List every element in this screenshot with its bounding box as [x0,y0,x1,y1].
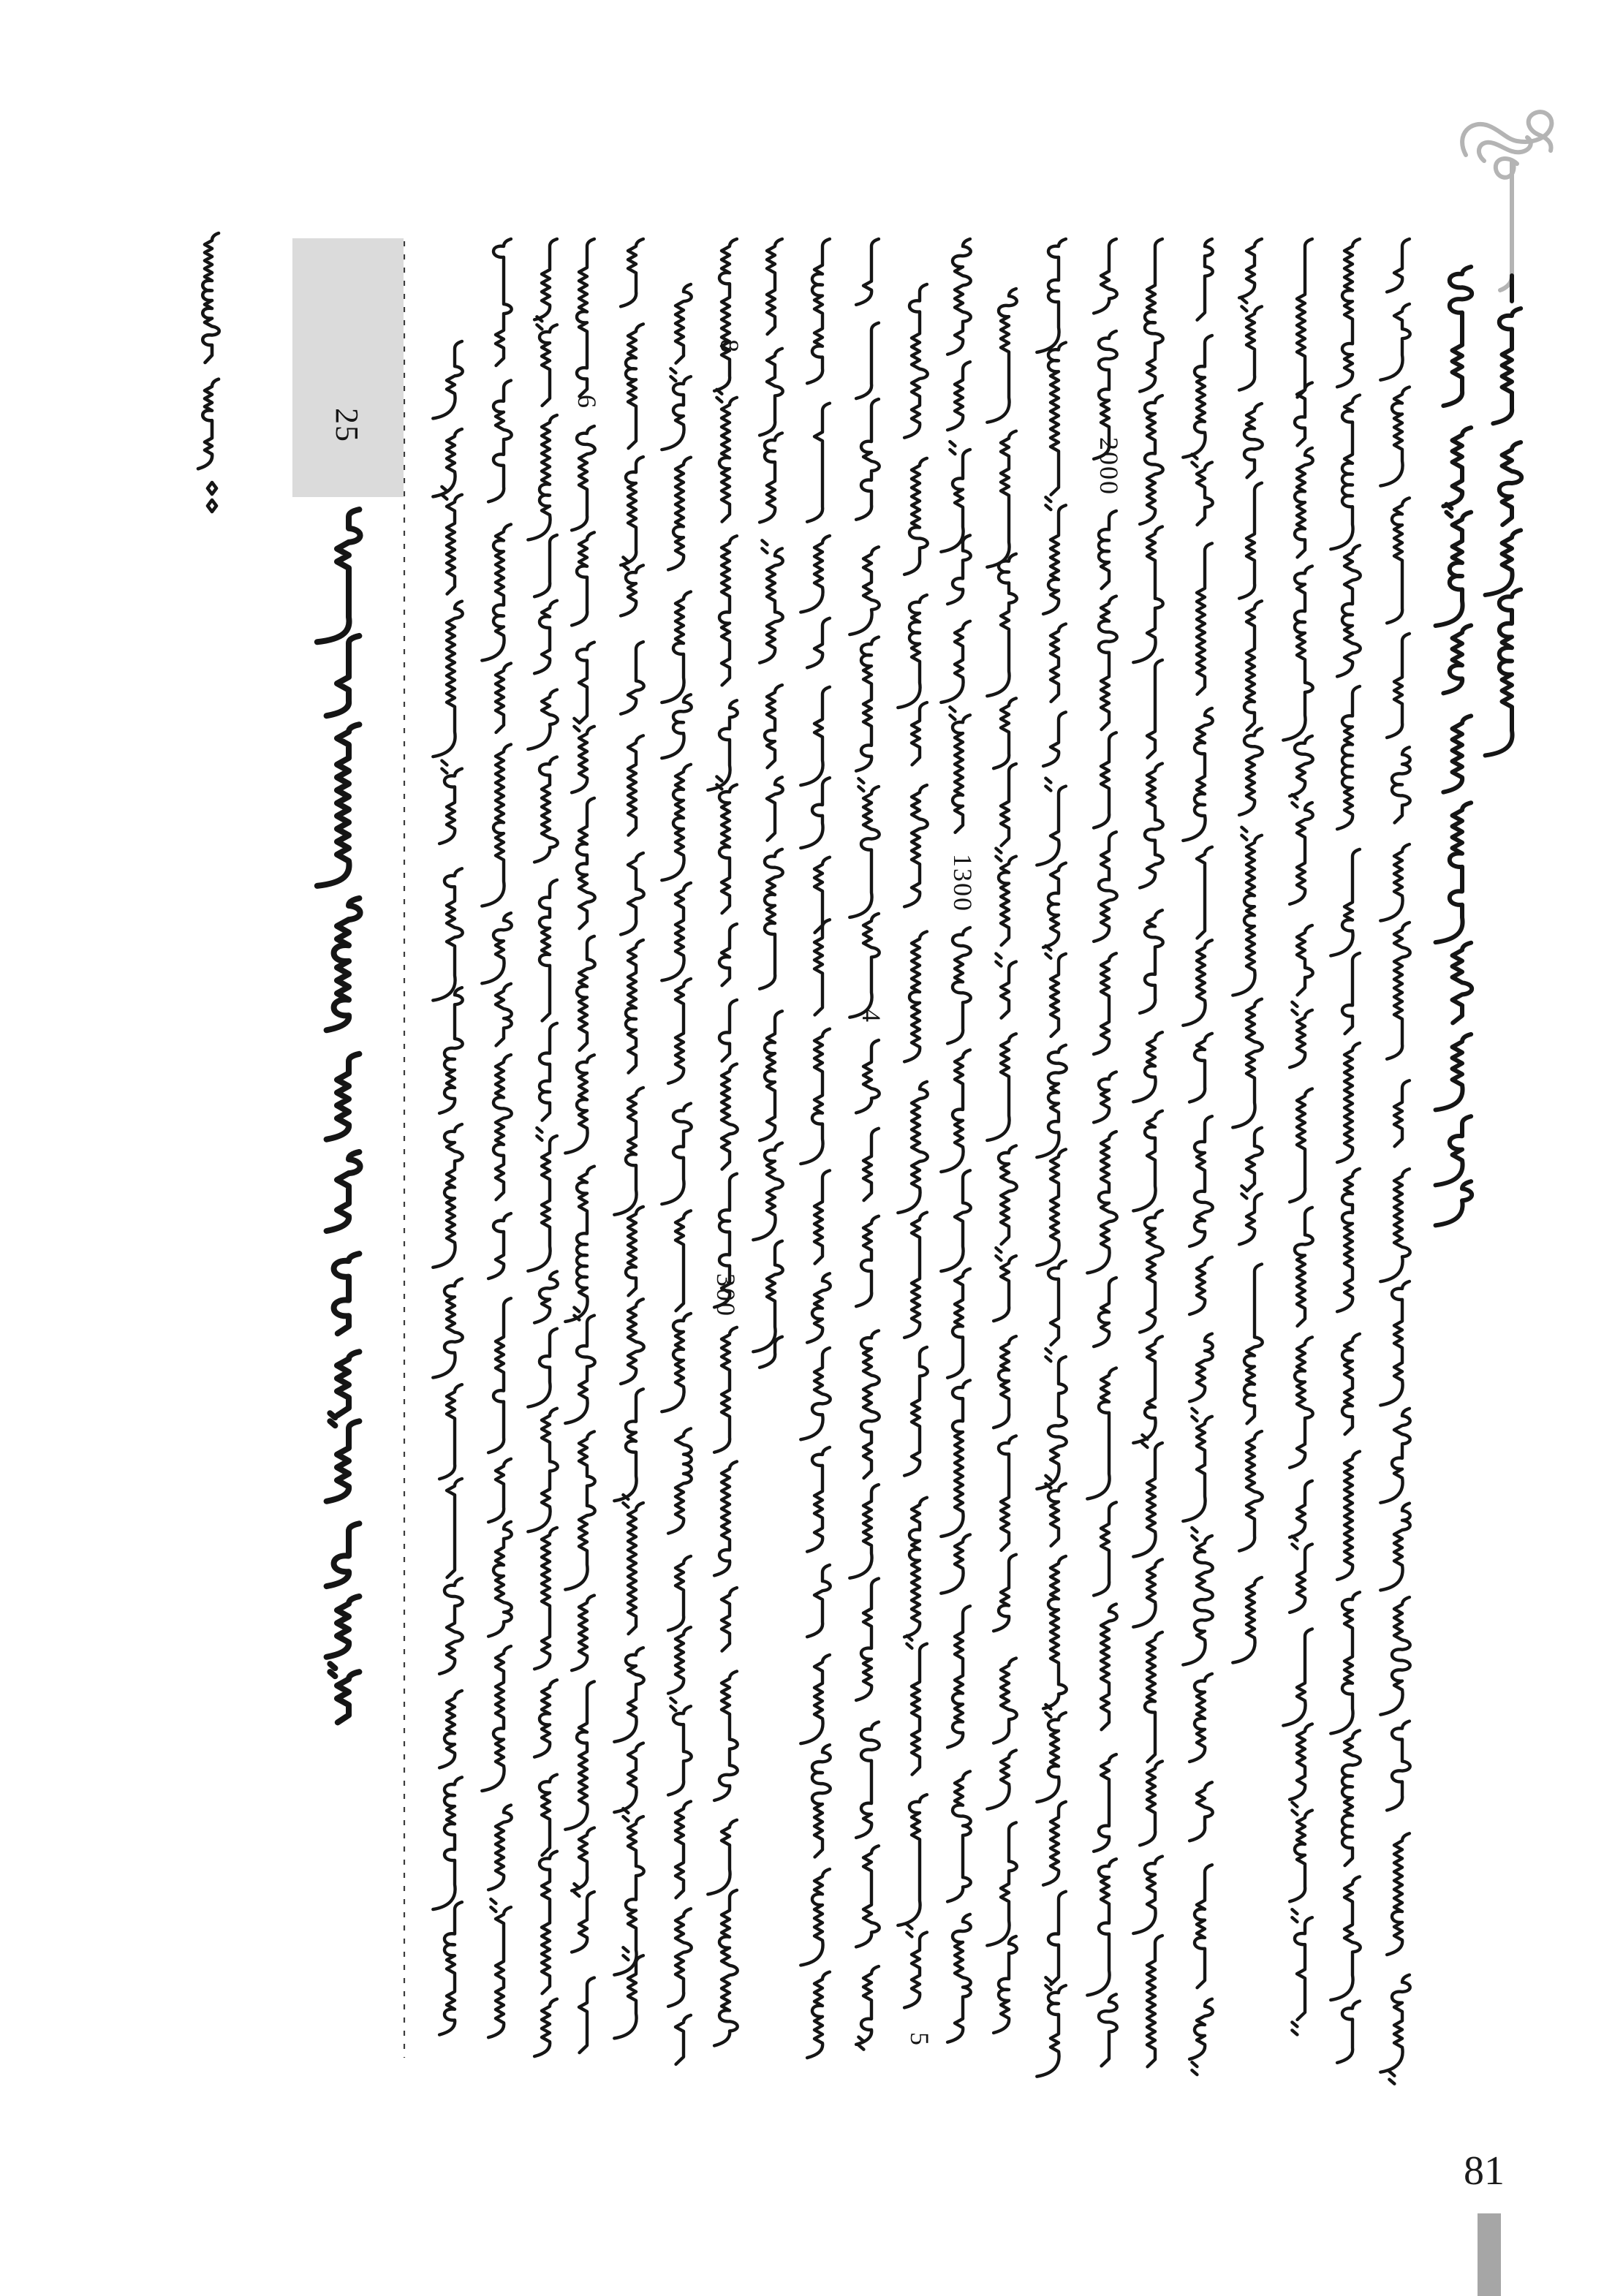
inline-number: 8 [715,339,744,354]
margin-note-column [198,233,219,512]
body-text-column [1087,239,1116,2066]
heading-text-column [1436,267,1472,1225]
lesson-number-box [292,238,404,497]
page-number: 81 [1464,2148,1505,2194]
heading-text-column [1486,276,1522,755]
lesson-title-column [317,509,360,1722]
inline-number: 6 [572,395,602,409]
body-text-column [898,284,927,2008]
body-text-column [850,239,879,2050]
inline-number: 4 [857,1009,886,1023]
body-text-column [528,239,557,2056]
flourish-ornament-icon [1462,112,1551,290]
inline-number: 5 [905,2032,934,2047]
body-text-column [941,239,970,2042]
body-text-column [1183,239,1212,2075]
body-text-column [1233,239,1262,1663]
inline-number: 300 [711,1273,741,1317]
inline-number: 2000 [1094,437,1124,496]
body-text-column [433,341,462,2035]
body-text-column [662,284,691,2064]
body-text-column [801,239,830,2058]
body-text-column [708,239,741,2046]
lesson-number: 25 [329,408,365,443]
body-text-column [1380,239,1410,2084]
body-text-column [1331,239,1360,2063]
body-text-column [753,239,782,1368]
body-text-column [614,239,643,2038]
body-text-column [987,289,1016,2033]
page-edge-bar [1478,2213,1501,2296]
body-text-column [482,239,511,2037]
body-text-column [1133,239,1162,2066]
body-text-column [565,239,594,2053]
inline-number: 1300 [948,854,977,912]
body-text-column [1037,239,1066,2077]
body-text-column [1283,239,1312,2034]
